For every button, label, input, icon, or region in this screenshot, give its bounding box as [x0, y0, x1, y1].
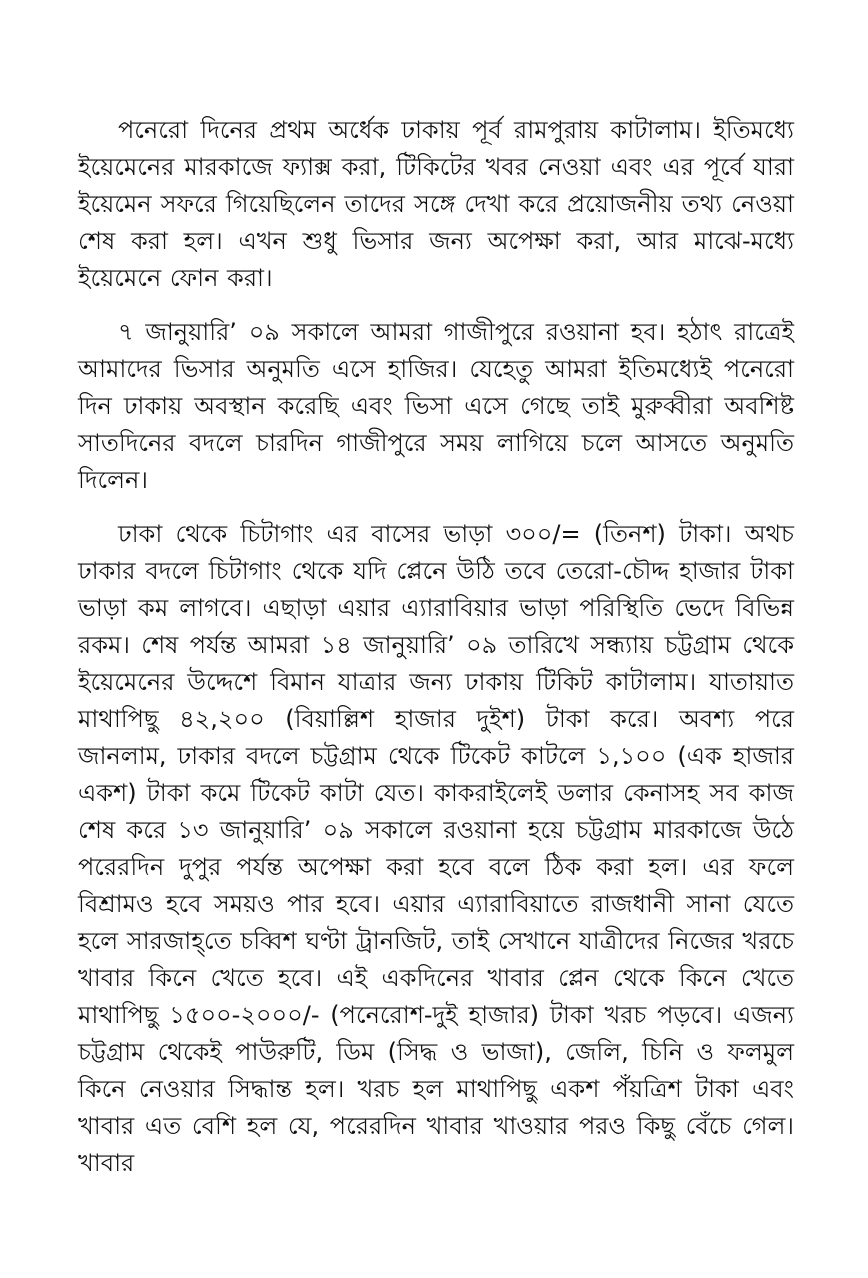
paragraph-1: পনেরো দিনের প্রথম অর্ধেক ঢাকায় পূর্ব রামপুরায় কাটালাম। ইতিমধ্যে ইয়েমেনের মারকাজে ফ্যাক্স করা, টিকিটের খবর নেওয়া এবং এর পূর্বে যারা ইয়েমেন সফরে গিয়েছিলেন তাদের সঙ্গে দেখা করে প্রয়োজনীয় তথ্য নেওয়া শেষ করা হল। এখন শুধু ভিসার জন্য অপেক্ষা করা, আর মাঝে-মধ্যে ইয়েমেনে ফোন করা।	[78, 116, 794, 292]
book-page-text	[78, 112, 794, 1262]
paragraph-2: ৭ জানুয়ারি’ ০৯ সকালে আমরা গাজীপুরে রওয়ানা হব। হঠাৎ রাত্রেই আমাদের ভিসার অনুমতি এসে হাজির। যেহেতু আমরা ইতিমধ্যেই পনেরো দিন ঢাকায় অবস্থান করেছি এবং ভিসা এসে গেছে তাই মুরুব্বীরা অবশিষ্ট সাতদিনের বদলে চারদিন গাজীপুরে সময় লাগিয়ে চলে আসতে অনুমতি দিলেন।	[78, 318, 794, 494]
paragraph-3: ঢাকা থেকে চিটাগাং এর বাসের ভাড়া ৩০০/= (তিনশ) টাকা। অথচ ঢাকার বদলে চিটাগাং থেকে যদি প্লেনে উঠি তবে তেরো-চৌদ্দ হাজার টাকা ভাড়া কম লাগবে। এছাড়া এয়ার এ্যারাবিয়ার ভাড়া পরিস্থিতি ভেদে বিভিন্ন রকম। শেষ পর্যন্ত আমরা ১৪ জানুয়ারি’ ০৯ তারিখে সন্ধ্যায় চট্টগ্রাম থেকে ইয়েমেনের উদ্দেশে বিমান যাত্রার জন্য ঢাকায় টিকিট কাটালাম। যাতায়াত মাথাপিছু ৪২,২০০ (বিয়াল্লিশ হাজার দুইশ) টাকা করে। অবশ্য পরে জানলাম, ঢাকার বদলে চট্টগ্রাম থেকে টিকেট কাটলে ১,১০০ (এক হাজার একশ) টাকা কমে টিকেট কাটা যেত। কাকরাইলেই ডলার কেনাসহ সব কাজ শেষ করে ১৩ জানুয়ারি’ ০৯ সকালে রওয়ানা হয়ে চট্টগ্রাম মারকাজে উঠে পরেরদিন দুপুর পর্যন্ত অপেক্ষা করা হবে বলে ঠিক করা হল। এর ফলে বিশ্রামও হবে সময়ও পার হবে। এয়ার এ্যারাবিয়াতে রাজধানী সানা যেতে হলে সারজাহ্‌তে চব্বিশ ঘণ্টা ট্রানজিট, তাই সেখানে যাত্রীদের নিজের খরচে খাবার কিনে খেতে হবে। এই একদিনের খাবার প্লেন থেকে কিনে খেতে মাথাপিছু ১৫০০-২০০০/- (পনেরোশ-দুই হাজার) টাকা খরচ পড়বে। এজন্য চট্টগ্রাম থেকেই পাউরুটি, ডিম (সিদ্ধ ও ভাজা), জেলি, চিনি ও ফলমুল কিনে নেওয়ার সিদ্ধান্ত হল। খরচ হল মাথাপিছু একশ পঁয়ত্রিশ টাকা এবং খাবার এত বেশি হল যে, পরেরদিন খাবার খাওয়ার পরও কিছু বেঁচে গেল। খাবার	[78, 520, 794, 1177]
